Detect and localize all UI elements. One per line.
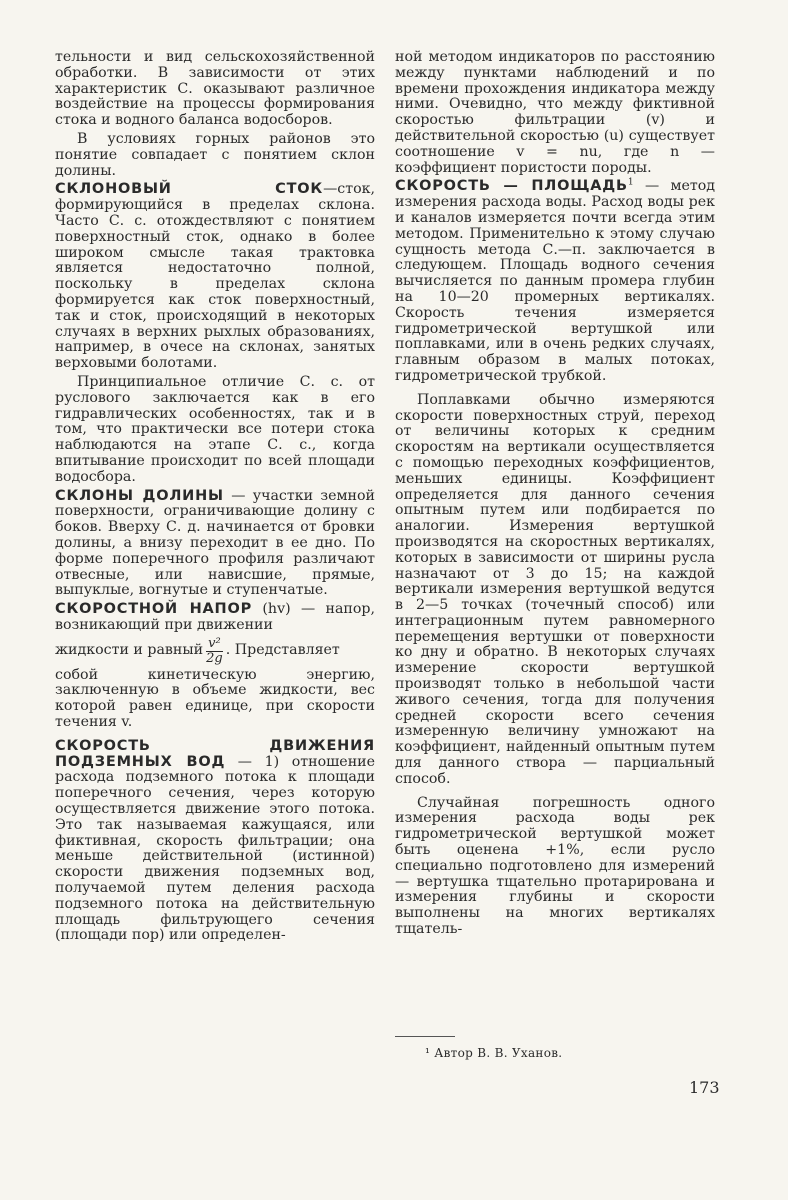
fraction-numerator: v² — [208, 635, 221, 651]
fraction-denominator: 2g — [206, 650, 223, 666]
entry-skorost-dvizheniya — [55, 739, 375, 944]
entry-term: СКОРОСТНОЙ НАПОР — [55, 601, 253, 618]
paragraph-text: Поплавками обычно измеряются скорости поверхностных струй, переход от величины которых к средним скоростям на вертикали осуществляется с помощью переходных коэффициентов, меньших единицы. Коэффициент определяется для данного сечения опытным путем или подбирается по аналогии. Измерения вертушкой производятся на скоростных вертикалях, которых в зависимости от ширины русла назначают от 3 до 15; на каждой вертикали измерения вертушкой ведутся в 2—5 точках (точечный способ) или интеграционным путем равномерного перемещения вертушки от поверхности ко дну и обратно. В некоторых случаях измерение скорости вертушкой производят только в небольшой части живого сечения, тогда для получения средней скорости всего сечения измеренную величину умножают на коэффициент, найденный опытным путем для данного створа — парциальный способ. — [395, 391, 715, 787]
entry-text: — участки земной поверхности, ограничивающие долину с боков. Вверху С. д. начинается от бровки долины, а внизу переходит в ее дно. По форме поперечного профиля различают отвесные, или нависшие, прямые, выпуклые, вогнутые и ступенчатые. — [55, 487, 375, 599]
entry-sklonovyi-stok — [55, 182, 375, 372]
formula-before: жидкости и равный — [55, 642, 204, 659]
paragraph-text: собой кинетическую энергию, заключенную в объеме жидкости, вес которой равен единице, при скорости течения v. — [55, 666, 375, 731]
left-column — [55, 50, 375, 947]
entry-term: СКЛОНОВЫЙ СТОК — [55, 181, 324, 198]
entry-text: — 1) отношение расхода подземного потока к площади поперечного сечения, через которую осуществляется движение этого потока. Это так называемая кажущаяся, или фиктивная, скорость фильтрации; она меньше действительной (истинной) скорости движения подземных вод, получаемой путем деления расхода подземного потока на действительную площадь фильтрующего сечения (площади пор) или определен- — [55, 753, 376, 944]
right-column — [395, 50, 715, 941]
paragraph — [395, 393, 715, 788]
footnote-mark: 1 — [627, 177, 634, 188]
paragraph-text: Случайная погрешность одного измерения расхода воды рек гидрометрической вертушкой может быть оценена +1%, если русло специально подготовлено для измерений — вертушка тщательно протарирована и измерения глубины и скорости выполнены на многих вертикалях тщатель- — [395, 794, 715, 938]
footnote-divider — [395, 1036, 455, 1037]
paragraph-text: В условиях горных районов это понятие совпадает с понятием склон долины. — [55, 130, 375, 179]
footnote: ¹ Автор В. В. Уханов. — [425, 1046, 563, 1060]
entry-text: —сток, формирующийся в пределах склона. Часто С. с. отождествляют с понятием поверхностный сток, однако в более широком смысле такая трактовка является недостаточно полной, поскольку в пределах склона формируется как сток поверхностный, так и сток, происходящий в некоторых случаях в верхних рыхлых образованиях, например, в очесе на склонах, занятых верховыми болотами. — [55, 181, 375, 372]
paragraph — [55, 50, 375, 129]
paragraph — [55, 132, 375, 179]
formula-line — [55, 637, 375, 666]
paragraph — [395, 50, 715, 176]
entry-text: (hv) — напор, возникающий при движении — [55, 601, 375, 633]
paragraph — [55, 668, 375, 731]
entry-term: СКОРОСТЬ — ПЛОЩАДЬ — [395, 178, 628, 195]
fraction — [206, 637, 223, 666]
paragraph — [55, 375, 375, 486]
entry-term: СКОРОСТЬ ДВИЖЕНИЯ ПОДЗЕМНЫХ ВОД — [55, 737, 375, 770]
page-number: 173 — [689, 1078, 720, 1097]
entry-skorostnoi-napor — [55, 602, 375, 634]
paragraph-text: ной методом индикаторов по расстоянию между пунктами наблюдений и по времени прохождения индикатора между ними. Очевидно, что между фиктивной скоростью фильтрации (v) и действительной скоростью (u) существует соотношение v = nu, где n — коэффициент пористости породы. — [395, 49, 715, 176]
entry-skorost-ploshchad — [395, 179, 715, 384]
paragraph-text: Принципиальное отличие С. с. от руслового заключается как в его гидравлических особенностях, так и в том, что практически все потери стока наблюдаются на этапе С. с., когда впитывание происходит по всей площади водосбора. — [55, 373, 375, 485]
paragraph-text: тельности и вид сельскохозяйственной обработки. В зависимости от этих характеристик С. оказывают различное воздействие на процессы формирования стока и водного баланса водосборов. — [55, 49, 375, 129]
formula-after: . Представляет — [225, 642, 340, 659]
paragraph — [395, 796, 715, 938]
entry-sklony-doliny — [55, 489, 375, 600]
entry-text: — метод измерения расхода воды. Расход воды рек и каналов измеряется почти всегда этим методом. Применительно к этому случаю сущность метода С.—п. заключается в следующем. Площадь водного сечения вычисляется по данным промера глубин на 10—20 промерных вертикалях. Скорость течения измеряется гидрометрической вертушкой или поплавками, или в очень редких случаях, главным образом в малых потоках, гидрометрической трубкой. — [395, 178, 715, 384]
entry-term: СКЛОНЫ ДОЛИНЫ — [55, 487, 224, 504]
